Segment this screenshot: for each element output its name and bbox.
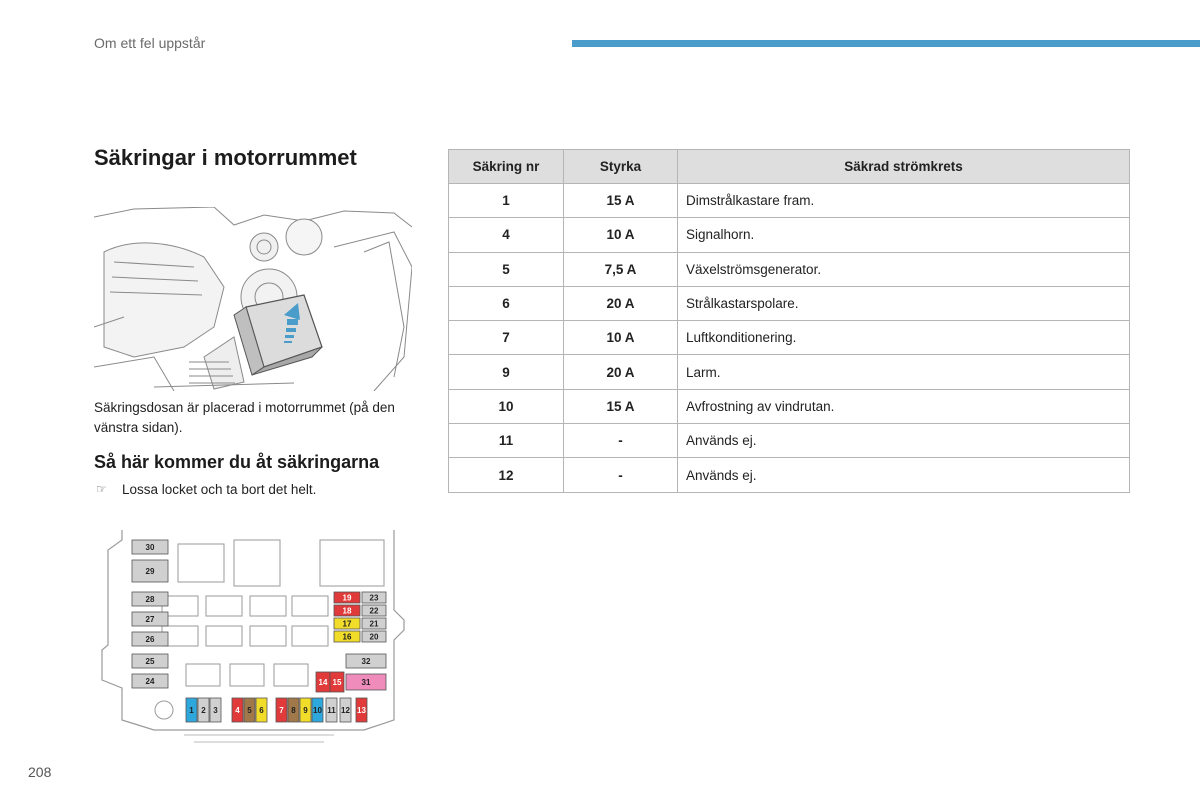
fuse-label: 6 — [259, 706, 264, 715]
fuse-number: 6 — [449, 286, 564, 320]
fuse-label: 7 — [279, 706, 284, 715]
fuse-label: 18 — [342, 606, 352, 616]
fuse-label: 14 — [318, 678, 328, 687]
fuse-label: 24 — [145, 677, 155, 686]
table-row — [449, 184, 1130, 218]
fuse-number: 1 — [449, 184, 564, 218]
fuse-number: 9 — [449, 355, 564, 389]
table-row — [449, 286, 1130, 320]
header-accent-bar — [572, 40, 1200, 47]
fuse-number: 5 — [449, 252, 564, 286]
pointing-hand-icon: ☞ — [96, 482, 107, 496]
fuse-label: 5 — [247, 706, 252, 715]
table-row — [449, 321, 1130, 355]
fuse-circuit: Används ej. — [678, 424, 1130, 458]
instruction-item — [96, 482, 316, 497]
fuse-label: 17 — [342, 619, 352, 629]
fuse-amperage: 10 A — [564, 218, 678, 252]
fuse-label: 8 — [291, 706, 296, 715]
fuse-number: 10 — [449, 389, 564, 423]
fuse-label: 10 — [313, 706, 322, 715]
fuse-label: 19 — [342, 593, 352, 603]
fuse-label: 23 — [369, 593, 379, 603]
column-header-amperage: Styrka — [564, 150, 678, 184]
fuse-number: 11 — [449, 424, 564, 458]
instruction-text: Lossa locket och ta bort det helt. — [122, 482, 317, 497]
fuse-label: 16 — [342, 632, 352, 642]
fuse-amperage: 20 A — [564, 355, 678, 389]
fuse-label: 9 — [303, 706, 308, 715]
fuse-number: 4 — [449, 218, 564, 252]
page-number: 208 — [28, 764, 52, 780]
fuse-label: 31 — [361, 678, 371, 687]
table-row — [449, 252, 1130, 286]
fuse-circuit: Dimstrålkastare fram. — [678, 184, 1130, 218]
table-row — [449, 218, 1130, 252]
table-row — [449, 355, 1130, 389]
fuse-circuit: Signalhorn. — [678, 218, 1130, 252]
fuse-number: 7 — [449, 321, 564, 355]
fuse-amperage: - — [564, 458, 678, 492]
fuse-circuit: Växelströmsgenerator. — [678, 252, 1130, 286]
fuse-amperage: 15 A — [564, 389, 678, 423]
fuse-label: 1 — [189, 706, 194, 715]
fuse-label: 11 — [327, 706, 336, 715]
fuse-label: 12 — [341, 706, 350, 715]
fuse-label: 20 — [369, 632, 379, 642]
subsection-title: Så här kommer du åt säkringarna — [94, 452, 380, 472]
fuse-label: 2 — [201, 706, 206, 715]
fuse-circuit: Luftkonditionering. — [678, 321, 1130, 355]
fuse-amperage: 10 A — [564, 321, 678, 355]
running-header: Om ett fel uppstår — [94, 35, 206, 51]
fuse-label: 13 — [357, 706, 366, 715]
fuse-label: 4 — [235, 706, 240, 715]
fuse-circuit: Strålkastarspolare. — [678, 286, 1130, 320]
fuse-label: 30 — [145, 543, 155, 552]
fuse-label: 28 — [145, 595, 155, 604]
fuse-number: 12 — [449, 458, 564, 492]
fuse-amperage: 20 A — [564, 286, 678, 320]
fuse-label: 3 — [213, 706, 218, 715]
table-row — [449, 458, 1130, 492]
table-header-row — [449, 150, 1130, 184]
table-row — [449, 389, 1130, 423]
fuse-label: 22 — [369, 606, 379, 616]
table-row — [449, 424, 1130, 458]
fuse-label: 21 — [369, 619, 379, 629]
fuse-table — [448, 149, 1130, 493]
fuse-label: 26 — [145, 635, 155, 644]
engine-compartment-illustration — [94, 207, 412, 391]
location-caption: Säkringsdosan är placerad i motorrummet (på den vänstra sidan). — [94, 400, 395, 435]
fuse-label: 29 — [145, 567, 155, 576]
column-header-fuse-nr: Säkring nr — [449, 150, 564, 184]
fuse-label: 15 — [332, 678, 342, 687]
fuse-circuit: Avfrostning av vindrutan. — [678, 389, 1130, 423]
fuse-box-diagram — [94, 530, 412, 750]
fuse-label: 25 — [145, 657, 155, 666]
fuse-label: 27 — [145, 615, 155, 624]
section-title: Säkringar i motorrummet — [94, 145, 357, 170]
fuse-amperage: - — [564, 424, 678, 458]
fuse-circuit: Används ej. — [678, 458, 1130, 492]
fuse-label: 32 — [361, 657, 371, 666]
fuse-circuit: Larm. — [678, 355, 1130, 389]
fuse-amperage: 7,5 A — [564, 252, 678, 286]
column-header-circuit: Säkrad strömkrets — [678, 150, 1130, 184]
fuse-amperage: 15 A — [564, 184, 678, 218]
